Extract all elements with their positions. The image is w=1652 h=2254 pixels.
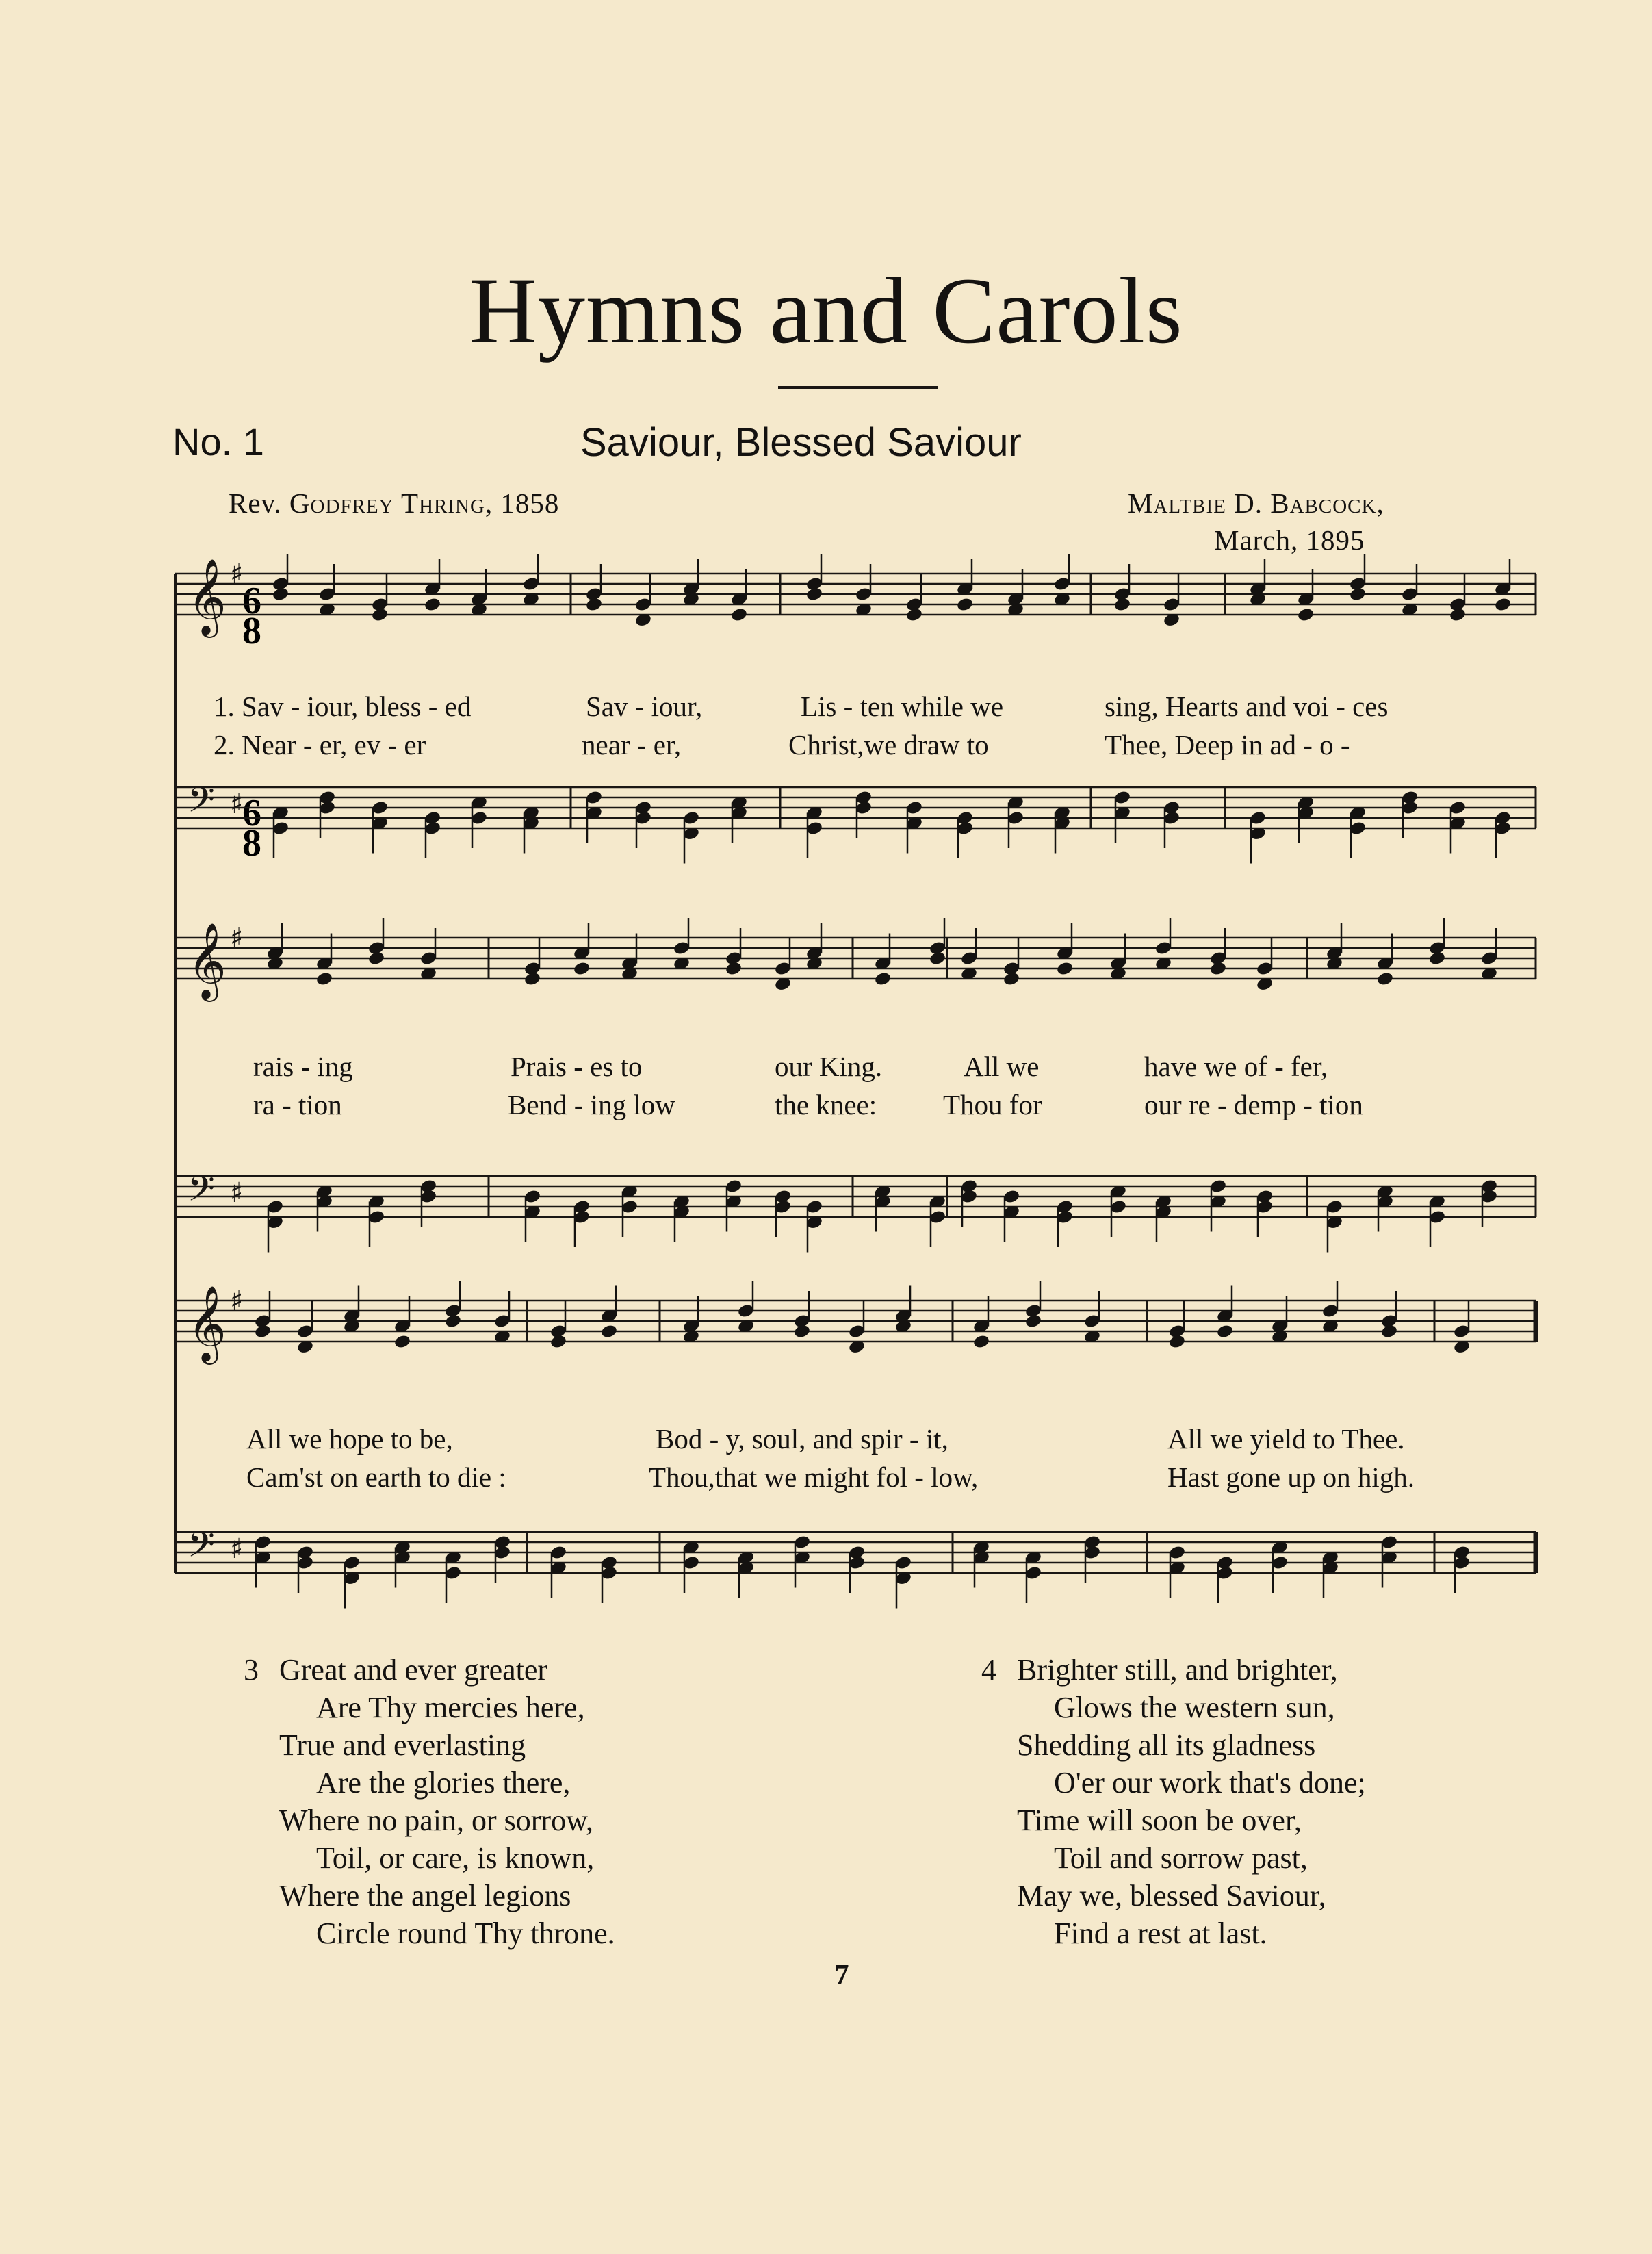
hymn-title: Saviour, Blessed Saviour bbox=[580, 420, 1022, 465]
stanza-line: Are the glories there, bbox=[316, 1766, 571, 1800]
lyric-phrase: 1. Sav - iour, bless - ed bbox=[214, 691, 472, 722]
sharp-key-signature-icon: ♯ bbox=[230, 1533, 244, 1565]
stanza-line: True and everlasting bbox=[279, 1728, 526, 1762]
composer-name: Maltbie D. Babcock, bbox=[1128, 487, 1384, 519]
time-signature-top: 6 bbox=[242, 792, 261, 834]
note-head bbox=[730, 607, 748, 623]
note-head bbox=[874, 971, 892, 987]
note-head bbox=[315, 971, 333, 987]
stanza-line: Glows the western sun, bbox=[1054, 1691, 1335, 1724]
note-head bbox=[956, 597, 974, 613]
lyric-phrase: Thou for bbox=[943, 1089, 1042, 1120]
note-head bbox=[1024, 1314, 1042, 1329]
sharp-key-signature-icon: ♯ bbox=[230, 1285, 244, 1317]
note-head bbox=[1003, 971, 1020, 987]
note-head bbox=[905, 607, 923, 623]
note-head bbox=[972, 1334, 990, 1350]
note-head bbox=[444, 1314, 462, 1329]
lyric-phrase: Christ,we draw to bbox=[788, 729, 989, 760]
note-head bbox=[1168, 1334, 1186, 1350]
sharp-key-signature-icon: ♯ bbox=[230, 1177, 244, 1209]
note-head bbox=[524, 971, 541, 987]
note-head bbox=[805, 587, 823, 602]
lyric-phrase: Bod - y, soul, and spir - it, bbox=[656, 1423, 948, 1455]
lyric-phrase: Bend - ing low bbox=[508, 1089, 675, 1120]
composer-date: March, 1895 bbox=[1214, 524, 1365, 556]
treble-clef-icon: 𝄞 bbox=[188, 1285, 227, 1361]
stanza-line: May we, blessed Saviour, bbox=[1017, 1879, 1326, 1912]
author-year: , 1858 bbox=[485, 487, 560, 519]
author-prefix: Rev. bbox=[229, 487, 289, 519]
note-head bbox=[600, 1324, 618, 1340]
time-signature-bottom: 8 bbox=[242, 610, 261, 652]
stanza-line: Time will soon be over, bbox=[1017, 1804, 1302, 1837]
stanza-line: O'er our work that's done; bbox=[1054, 1766, 1366, 1800]
stanza-3 bbox=[244, 1651, 615, 1952]
treble-clef-icon: 𝄞 bbox=[188, 558, 227, 635]
page-title: Hymns and Carols bbox=[469, 258, 1183, 363]
bass-clef-icon: 𝄢 bbox=[188, 779, 215, 829]
note-head bbox=[367, 951, 385, 966]
lyric-phrase: near - er, bbox=[582, 729, 682, 760]
note-head bbox=[424, 597, 441, 613]
stanza-number: 4 bbox=[981, 1653, 996, 1687]
treble-clef-icon: 𝄞 bbox=[188, 922, 227, 999]
note-head bbox=[1376, 971, 1394, 987]
stanza-line: Are Thy mercies here, bbox=[316, 1691, 585, 1724]
note-head bbox=[1349, 587, 1367, 602]
note-head bbox=[585, 597, 603, 613]
note-head bbox=[793, 1324, 811, 1340]
lyric-phrase: Lis - ten while we bbox=[801, 691, 1004, 722]
lyric-phrase: our re - demp - tion bbox=[1144, 1089, 1363, 1120]
bass-clef-icon: 𝄢 bbox=[188, 1524, 215, 1574]
lyric-phrase: All we hope to be, bbox=[246, 1423, 453, 1455]
stanza-line: Brighter still, and brighter, bbox=[1017, 1653, 1338, 1687]
stanza-line: Toil and sorrow past, bbox=[1054, 1841, 1308, 1875]
note-head bbox=[1297, 607, 1315, 623]
note-head bbox=[272, 587, 289, 602]
lyric-phrase: Sav - iour, bbox=[586, 691, 703, 722]
lyric-phrase: Thou,that we might fol - low, bbox=[649, 1461, 979, 1493]
stanza-line: Circle round Thy throne. bbox=[316, 1917, 615, 1950]
sharp-key-signature-icon: ♯ bbox=[230, 559, 244, 590]
author-name: Godfrey Thring bbox=[289, 487, 485, 519]
hymn-number: No. 1 bbox=[172, 420, 264, 463]
note-head bbox=[371, 607, 389, 623]
note-head bbox=[1380, 1324, 1398, 1340]
stanza-line: Great and ever greater bbox=[279, 1653, 548, 1687]
lyric-phrase: Prais - es to bbox=[511, 1051, 643, 1082]
stanza-line: Shedding all its gladness bbox=[1017, 1728, 1316, 1762]
sharp-key-signature-icon: ♯ bbox=[230, 789, 244, 820]
lyric-phrase: rais - ing bbox=[253, 1051, 353, 1082]
lyric-phrase: 2. Near - er, ev - er bbox=[214, 729, 426, 760]
time-signature-bottom: 8 bbox=[242, 822, 261, 865]
stanza-line: Where no pain, or sorrow, bbox=[279, 1804, 593, 1837]
time-signature-top: 6 bbox=[242, 580, 261, 622]
page-number: 7 bbox=[834, 1960, 849, 1991]
lyric-phrase: Hast gone up on high. bbox=[1167, 1461, 1415, 1493]
stanza-number: 3 bbox=[244, 1653, 259, 1687]
lyric-phrase: have we of - fer, bbox=[1144, 1051, 1328, 1082]
note-head bbox=[1494, 597, 1512, 613]
lyric-phrase: sing, Hearts and voi - ces bbox=[1105, 691, 1389, 722]
lyric-phrase: Cam'st on earth to die : bbox=[246, 1461, 506, 1493]
stanza-line: Where the angel legions bbox=[279, 1879, 571, 1912]
note-head bbox=[1428, 951, 1446, 966]
bass-clef-icon: 𝄢 bbox=[188, 1168, 215, 1218]
lyric-phrase: ra - tion bbox=[253, 1089, 342, 1120]
note-head bbox=[550, 1334, 567, 1350]
sharp-key-signature-icon: ♯ bbox=[230, 923, 244, 954]
note-head bbox=[573, 961, 591, 977]
stanza-4 bbox=[981, 1651, 1366, 1952]
note-head bbox=[254, 1324, 272, 1340]
lyric-phrase: the knee: bbox=[775, 1089, 877, 1120]
note-head bbox=[1216, 1324, 1234, 1340]
lyric-phrase: our King. bbox=[775, 1051, 883, 1082]
note-head bbox=[1113, 597, 1131, 613]
stanza-line: Toil, or care, is known, bbox=[316, 1841, 595, 1875]
lyric-phrase: All we yield to Thee. bbox=[1167, 1423, 1405, 1455]
note-head bbox=[1209, 961, 1227, 977]
note-head bbox=[725, 961, 743, 977]
note-head bbox=[1449, 607, 1467, 623]
stanza-line: Find a rest at last. bbox=[1054, 1917, 1267, 1950]
lyric-phrase: Thee, Deep in ad - o - bbox=[1105, 729, 1350, 760]
lyric-phrase: All we bbox=[964, 1051, 1040, 1082]
note-head bbox=[929, 951, 946, 966]
note-head bbox=[1056, 961, 1074, 977]
note-head bbox=[393, 1334, 411, 1350]
